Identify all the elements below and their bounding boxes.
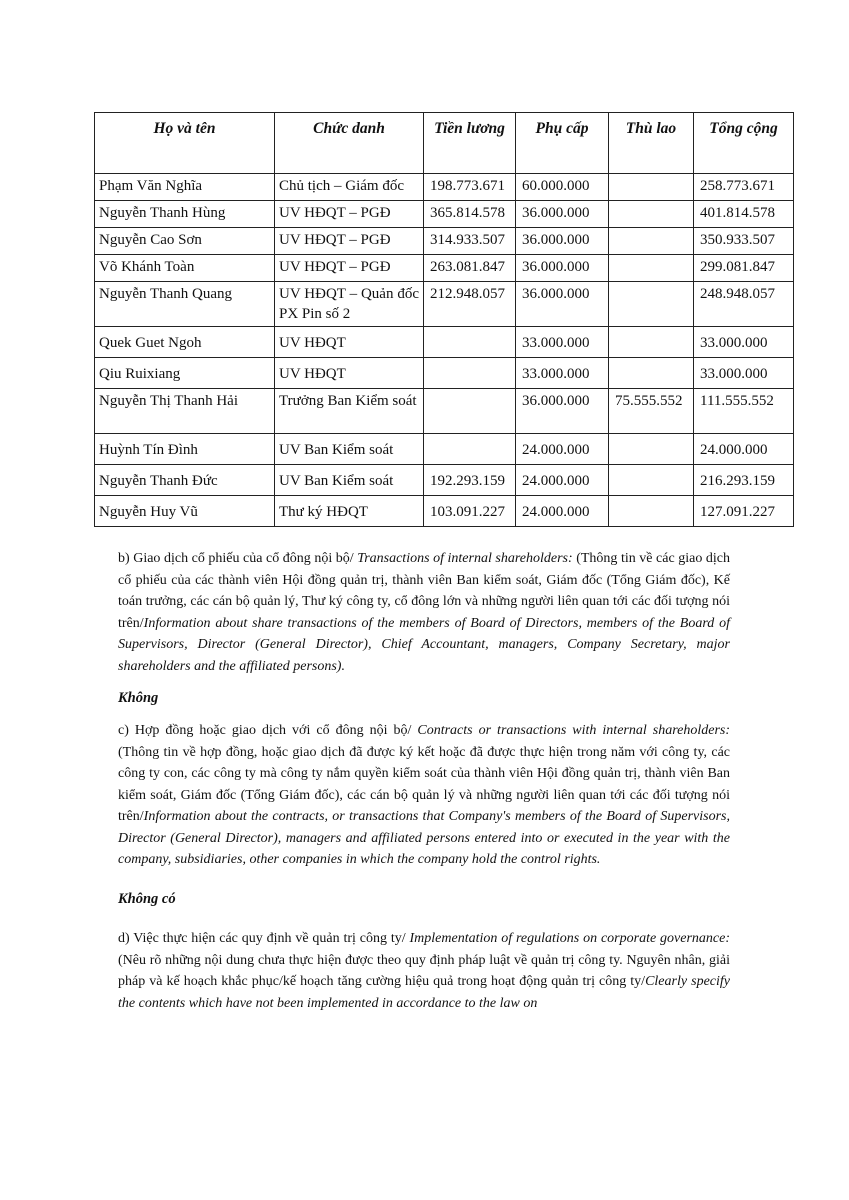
cell-allowance: 24.000.000 bbox=[516, 465, 609, 496]
cell-remuneration bbox=[609, 434, 694, 465]
cell-allowance: 36.000.000 bbox=[516, 201, 609, 228]
section-b-lead: b) Giao dịch cổ phiếu của cổ đông nội bộ/ bbox=[118, 551, 358, 566]
table-row bbox=[95, 465, 794, 496]
cell-name: Quek Guet Ngoh bbox=[95, 327, 275, 358]
cell-salary bbox=[424, 327, 516, 358]
table-row bbox=[95, 228, 794, 255]
section-d-body: (Nêu rõ những nội dung chưa thực hiện được theo quy định pháp luật về quản trị công ty. Nguyên nhân, giải pháp và kế hoạch khắc phục/kế hoạch tăng cường hiệu quả trong hoạt động quản trị công ty/ bbox=[118, 952, 730, 989]
cell-position: UV Ban Kiểm soát bbox=[275, 465, 424, 496]
cell-name: Qiu Ruixiang bbox=[95, 358, 275, 389]
cell-position: UV HĐQT – PGĐ bbox=[275, 255, 424, 282]
cell-salary: 198.773.671 bbox=[424, 174, 516, 201]
cell-salary: 103.091.227 bbox=[424, 496, 516, 527]
cell-salary: 263.081.847 bbox=[424, 255, 516, 282]
cell-name: Nguyễn Huy Vũ bbox=[95, 496, 275, 527]
table-row bbox=[95, 282, 794, 327]
cell-salary bbox=[424, 434, 516, 465]
cell-remuneration bbox=[609, 465, 694, 496]
cell-total: 350.933.507 bbox=[694, 228, 794, 255]
table-row bbox=[95, 389, 794, 434]
cell-name: Phạm Văn Nghĩa bbox=[95, 174, 275, 201]
section-d-paragraph bbox=[118, 928, 730, 1014]
section-b-answer: Không bbox=[118, 690, 159, 706]
cell-total: 299.081.847 bbox=[694, 255, 794, 282]
cell-salary bbox=[424, 358, 516, 389]
header-salary: Tiền lương bbox=[424, 113, 516, 174]
cell-total: 111.555.552 bbox=[694, 389, 794, 434]
cell-position: Thư ký HĐQT bbox=[275, 496, 424, 527]
section-c-lead: c) Hợp đồng hoặc giao dịch với cổ đông nội bộ/ bbox=[118, 723, 418, 738]
cell-remuneration bbox=[609, 327, 694, 358]
section-d-lead-en: Implementation of regulations on corporate governance: bbox=[409, 931, 730, 946]
cell-remuneration bbox=[609, 496, 694, 527]
cell-allowance: 36.000.000 bbox=[516, 282, 609, 327]
cell-name: Nguyễn Thanh Quang bbox=[95, 282, 275, 327]
header-allowance: Phụ cấp bbox=[516, 113, 609, 174]
section-b-body-en: Information about share transactions of the members of Board of Directors, members of the Board of Supervisors, Director (General Director), Chief Accountant, managers, Company Secretary, major shareholders and the affiliated persons). bbox=[118, 615, 730, 674]
cell-salary: 314.933.507 bbox=[424, 228, 516, 255]
cell-name: Nguyễn Cao Sơn bbox=[95, 228, 275, 255]
cell-position: UV HĐQT – PGĐ bbox=[275, 201, 424, 228]
cell-allowance: 24.000.000 bbox=[516, 434, 609, 465]
cell-position: UV HĐQT bbox=[275, 327, 424, 358]
cell-name: Võ Khánh Toàn bbox=[95, 255, 275, 282]
cell-remuneration bbox=[609, 201, 694, 228]
cell-allowance: 24.000.000 bbox=[516, 496, 609, 527]
cell-name: Nguyễn Thanh Đức bbox=[95, 465, 275, 496]
remuneration-table bbox=[94, 112, 794, 527]
cell-position: Trưởng Ban Kiểm soát bbox=[275, 389, 424, 434]
cell-position: UV HĐQT – Quản đốc PX Pin số 2 bbox=[275, 282, 424, 327]
cell-salary bbox=[424, 389, 516, 434]
cell-remuneration: 75.555.552 bbox=[609, 389, 694, 434]
table-row bbox=[95, 358, 794, 389]
cell-total: 33.000.000 bbox=[694, 327, 794, 358]
section-b-paragraph bbox=[118, 548, 730, 677]
cell-name: Nguyễn Thị Thanh Hải bbox=[95, 389, 275, 434]
cell-total: 216.293.159 bbox=[694, 465, 794, 496]
table-header-row bbox=[95, 113, 794, 174]
cell-allowance: 36.000.000 bbox=[516, 255, 609, 282]
cell-remuneration bbox=[609, 228, 694, 255]
section-d-lead: d) Việc thực hiện các quy định về quản trị công ty/ bbox=[118, 931, 410, 946]
table-row bbox=[95, 255, 794, 282]
section-c-paragraph bbox=[118, 720, 730, 871]
header-total: Tổng cộng bbox=[694, 113, 794, 174]
table-row bbox=[95, 201, 794, 228]
header-remuneration: Thù lao bbox=[609, 113, 694, 174]
cell-total: 248.948.057 bbox=[694, 282, 794, 327]
cell-remuneration bbox=[609, 174, 694, 201]
cell-remuneration bbox=[609, 282, 694, 327]
table-row bbox=[95, 174, 794, 201]
cell-position: UV HĐQT – PGĐ bbox=[275, 228, 424, 255]
section-c-body: (Thông tin về hợp đồng, hoặc giao dịch đã được ký kết hoặc đã được thực hiện trong năm với công ty, các công ty con, các công ty mà công ty nắm quyền kiểm soát của thành viên Hội đồng quản trị, thành viên Ban kiểm soát, Giám đốc (Tổng Giám đốc), các cán bộ quản lý và những người liên quan tới các đối tượng nói trên/ bbox=[118, 744, 730, 824]
cell-position: UV HĐQT bbox=[275, 358, 424, 389]
cell-position: Chủ tịch – Giám đốc bbox=[275, 174, 424, 201]
cell-allowance: 60.000.000 bbox=[516, 174, 609, 201]
header-name: Họ và tên bbox=[95, 113, 275, 174]
table-row bbox=[95, 434, 794, 465]
cell-total: 33.000.000 bbox=[694, 358, 794, 389]
cell-allowance: 33.000.000 bbox=[516, 327, 609, 358]
cell-allowance: 36.000.000 bbox=[516, 228, 609, 255]
section-c-answer: Không có bbox=[118, 891, 176, 907]
cell-remuneration bbox=[609, 255, 694, 282]
cell-salary: 192.293.159 bbox=[424, 465, 516, 496]
cell-salary: 212.948.057 bbox=[424, 282, 516, 327]
table-row bbox=[95, 327, 794, 358]
section-d-body-en: Clearly specify the contents which have not been implemented in accordance to the law on bbox=[118, 974, 730, 1011]
cell-salary: 365.814.578 bbox=[424, 201, 516, 228]
section-b-body: (Thông tin về các giao dịch cổ phiếu của các thành viên Hội đồng quản trị, thành viên Ban kiểm soát, Giám đốc (Tổng Giám đốc), Kế toán trưởng, các cán bộ quản lý, Thư ký công ty, cổ đông lớn và những người liên quan tới các đối tượng nói trên/ bbox=[118, 551, 730, 631]
section-c-lead-en: Contracts or transactions with internal shareholders: bbox=[417, 723, 731, 738]
section-b-lead-en: Transactions of internal shareholders: bbox=[357, 551, 573, 566]
cell-name: Huỳnh Tín Đình bbox=[95, 434, 275, 465]
cell-remuneration bbox=[609, 358, 694, 389]
header-position: Chức danh bbox=[275, 113, 424, 174]
table-row bbox=[95, 496, 794, 527]
cell-allowance: 36.000.000 bbox=[516, 389, 609, 434]
section-c-body-en: Information about the contracts, or transactions that Company's members of the Board of Supervisors, Director (General Director), managers and affiliated persons entered into or executed in the year with the company, subsidiaries, other companies in which the company hold the control rights. bbox=[118, 809, 730, 867]
cell-position: UV Ban Kiểm soát bbox=[275, 434, 424, 465]
cell-total: 258.773.671 bbox=[694, 174, 794, 201]
cell-total: 401.814.578 bbox=[694, 201, 794, 228]
cell-total: 24.000.000 bbox=[694, 434, 794, 465]
cell-total: 127.091.227 bbox=[694, 496, 794, 527]
cell-allowance: 33.000.000 bbox=[516, 358, 609, 389]
cell-name: Nguyễn Thanh Hùng bbox=[95, 201, 275, 228]
